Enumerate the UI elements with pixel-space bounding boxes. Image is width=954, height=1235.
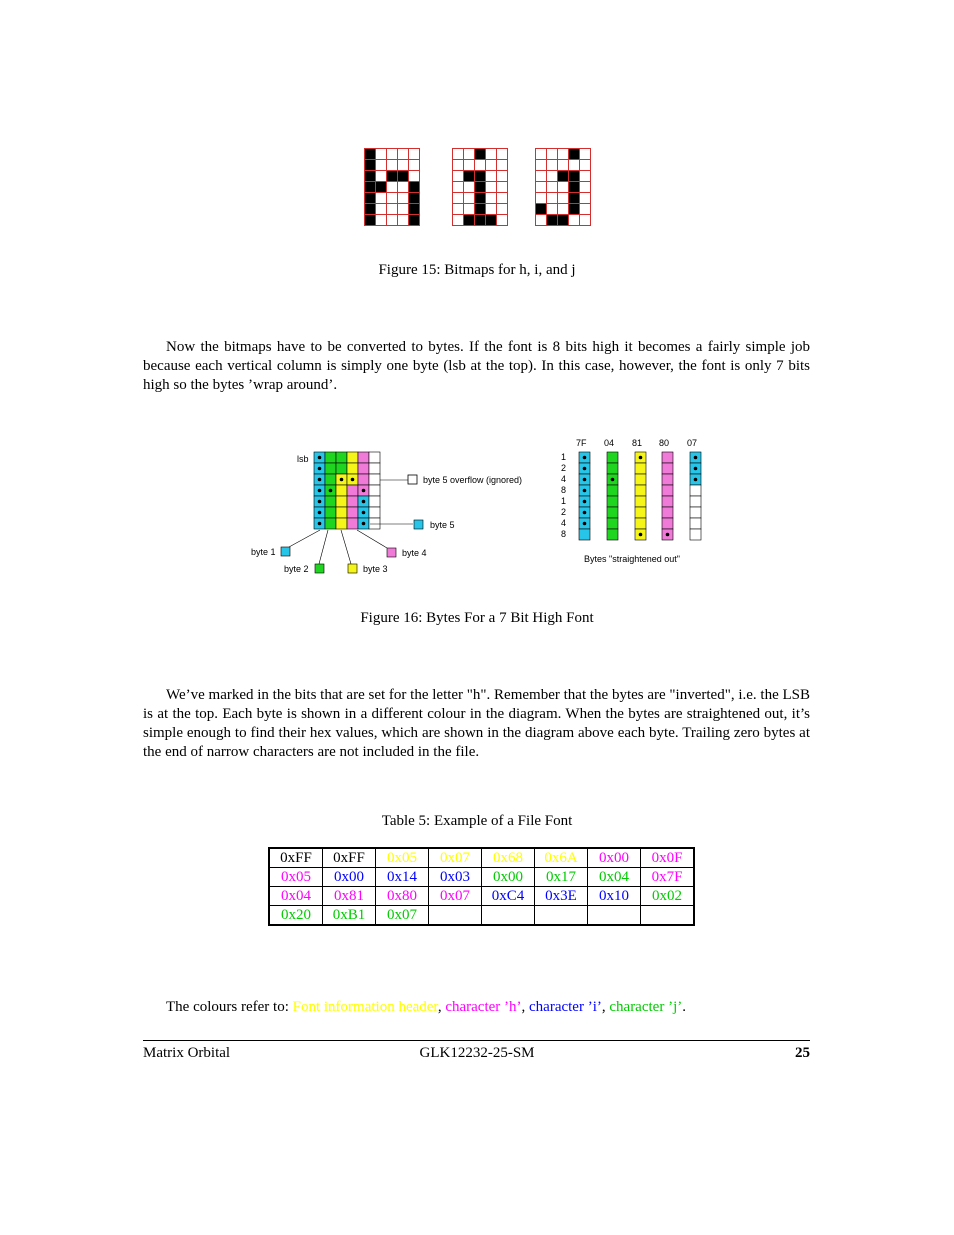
legend-suffix: . [682, 999, 686, 1015]
bitmap-pixel [547, 171, 558, 182]
bitmap-pixel [536, 215, 547, 226]
table-cell: 0x0F [641, 848, 695, 868]
byte-bit-cell [690, 507, 701, 518]
byte-bit-cell [662, 496, 673, 507]
byte-hex-label: 7F [576, 438, 587, 448]
byte-4-label: byte 4 [402, 548, 427, 558]
bitmap-pixel [365, 193, 376, 204]
figure-16-caption: Figure 16: Bytes For a 7 Bit High Font [360, 610, 594, 626]
straightened-bytes [561, 438, 701, 540]
bitmap-pixel [464, 204, 475, 215]
table-cell [588, 906, 641, 926]
set-bit-dot [318, 467, 322, 471]
wrap-cell [325, 452, 336, 463]
bitmap-pixel [547, 160, 558, 171]
bitmap-pixel [536, 182, 547, 193]
byte-bit-cell [607, 452, 618, 463]
bitmap-pixel [558, 204, 569, 215]
bitmap-pixel [365, 215, 376, 226]
bitmap-pixel [453, 182, 464, 193]
bitmap-pixel [497, 193, 508, 204]
wrap-cell [347, 507, 358, 518]
table-cell: 0xC4 [482, 887, 535, 906]
bitmap-pixel [536, 149, 547, 160]
byte-hex-label: 07 [687, 438, 698, 448]
byte-bit-cell [662, 507, 673, 518]
table-cell [429, 906, 482, 926]
bitmap-pixel [475, 160, 486, 171]
table-cell: 0x17 [535, 868, 588, 887]
bitmap-pixel [547, 215, 558, 226]
bitmap-pixel [475, 171, 486, 182]
bitmap-pixel [497, 215, 508, 226]
bitmap-pixel [475, 149, 486, 160]
bitmap-pixel [475, 193, 486, 204]
bitmap-pixel [398, 149, 409, 160]
legend-header: Font information header [292, 999, 438, 1015]
set-bit-dot [694, 467, 698, 471]
legend-char-i: character ’i’ [529, 999, 602, 1015]
set-bit-dot [583, 522, 587, 526]
bitmap-pixel [536, 193, 547, 204]
bitmap-pixel [365, 182, 376, 193]
bitmap-pixel [376, 171, 387, 182]
bitmap-pixel [569, 193, 580, 204]
bitmap-pixel [464, 149, 475, 160]
byte-hex-label: 80 [659, 438, 670, 448]
overflow-swatch [408, 475, 417, 484]
wrap-cell [325, 496, 336, 507]
byte-wrap-grid [314, 452, 380, 529]
set-bit-dot [583, 467, 587, 471]
byte-bit-cell [662, 474, 673, 485]
bitmap-pixel [409, 204, 420, 215]
table-cell: 0x14 [376, 868, 429, 887]
table-cell: 0x07 [429, 887, 482, 906]
byte-3-swatch [348, 564, 357, 573]
bitmap-pixel [580, 149, 591, 160]
byte-bit-cell [662, 518, 673, 529]
table-cell: 0x02 [641, 887, 695, 906]
table-row [269, 868, 694, 887]
wrap-cell [347, 496, 358, 507]
wrap-cell [336, 507, 347, 518]
table-cell: 0xFF [269, 848, 323, 868]
bitmap-pixel [376, 204, 387, 215]
bitmap-pixel [547, 149, 558, 160]
byte-bit-cell [690, 485, 701, 496]
bit-weight: 4 [561, 474, 567, 484]
bit-weight: 1 [561, 496, 567, 506]
bitmap-pixel [365, 160, 376, 171]
bitmap-pixel [387, 171, 398, 182]
footer-rule [143, 1040, 810, 1041]
bitmap-pixel [398, 182, 409, 193]
table-cell: 0xFF [323, 848, 376, 868]
bitmap-pixel [486, 182, 497, 193]
straightened-caption: Bytes "straightened out" [584, 554, 680, 564]
wrap-cell [336, 452, 347, 463]
bitmap-pixel [486, 171, 497, 182]
bitmap-pixel [464, 171, 475, 182]
bitmap-pixel [547, 193, 558, 204]
set-bit-dot [351, 478, 355, 482]
bitmap-pixel [387, 182, 398, 193]
table-cell: 0x05 [269, 868, 323, 887]
bitmap-pixel [558, 215, 569, 226]
colour-legend [166, 999, 686, 1016]
bitmap-pixel [580, 160, 591, 171]
bit-weight: 1 [561, 452, 567, 462]
byte-bit-cell [662, 452, 673, 463]
bitmap-pixel [569, 215, 580, 226]
table-cell: 0x04 [588, 868, 641, 887]
wrap-cell [325, 518, 336, 529]
byte-bit-cell [607, 529, 618, 540]
bit-weight: 2 [561, 507, 567, 517]
set-bit-dot [583, 489, 587, 493]
table-cell: 0x10 [588, 887, 641, 906]
bitmap-pixel [376, 182, 387, 193]
bitmap-pixel [580, 215, 591, 226]
table-cell: 0x7F [641, 868, 695, 887]
table-cell [641, 906, 695, 926]
set-bit-dot [318, 489, 322, 493]
table-row [269, 848, 694, 868]
bitmap-pixel [558, 160, 569, 171]
wrap-cell [336, 485, 347, 496]
table-cell: 0x80 [376, 887, 429, 906]
file-font-table [268, 847, 695, 926]
bitmap-pixel [453, 160, 464, 171]
bitmap-pixel [453, 193, 464, 204]
set-bit-dot [362, 522, 366, 526]
byte-labels [251, 454, 522, 574]
bitmap-pixel [497, 182, 508, 193]
byte-bit-cell [635, 485, 646, 496]
byte-3-label: byte 3 [363, 564, 388, 574]
bitmap-pixel [387, 193, 398, 204]
bitmap-i [452, 148, 508, 226]
bitmap-pixel [558, 171, 569, 182]
bitmap-pixel [464, 193, 475, 204]
set-bit-dot [318, 478, 322, 482]
bitmap-pixel [558, 193, 569, 204]
bit-weight: 4 [561, 518, 567, 528]
set-bit-dot [583, 500, 587, 504]
wrap-cell [347, 518, 358, 529]
bitmap-pixel [409, 182, 420, 193]
bitmap-pixel [409, 149, 420, 160]
table-cell: 0x03 [429, 868, 482, 887]
bitmap-pixel [580, 182, 591, 193]
wrap-cell [336, 463, 347, 474]
wrap-cell [369, 485, 380, 496]
table-cell: 0x07 [429, 848, 482, 868]
bitmap-pixel [409, 171, 420, 182]
byte-2-swatch [315, 564, 324, 573]
set-bit-dot [318, 522, 322, 526]
bitmap-pixel [558, 149, 569, 160]
table-cell: 0x04 [269, 887, 323, 906]
bitmap-pixel [453, 215, 464, 226]
byte-5-swatch [414, 520, 423, 529]
bitmap-pixel [365, 171, 376, 182]
bitmap-pixel [569, 149, 580, 160]
wrap-cell [369, 452, 380, 463]
bitmap-pixel [398, 215, 409, 226]
byte-bit-cell [635, 474, 646, 485]
set-bit-dot [362, 489, 366, 493]
set-bit-dot [340, 478, 344, 482]
bitmap-pixel [536, 160, 547, 171]
bitmap-j [535, 148, 591, 226]
bitmap-pixel [497, 204, 508, 215]
byte-bit-cell [690, 496, 701, 507]
set-bit-dot [666, 533, 670, 537]
bitmap-pixel [453, 149, 464, 160]
table-cell: 0x3E [535, 887, 588, 906]
table-cell [482, 906, 535, 926]
bitmap-pixel [409, 215, 420, 226]
set-bit-dot [362, 511, 366, 515]
byte-2-label: byte 2 [284, 564, 309, 574]
wrap-cell [347, 463, 358, 474]
byte-bit-cell [607, 518, 618, 529]
set-bit-dot [329, 489, 333, 493]
bitmap-pixel [569, 204, 580, 215]
bit-weight: 2 [561, 463, 567, 473]
byte-bit-cell [690, 529, 701, 540]
wrap-cell [325, 474, 336, 485]
bitmap-pixel [387, 160, 398, 171]
bit-weight: 8 [561, 485, 567, 495]
wrap-cell [369, 518, 380, 529]
set-bit-dot [362, 500, 366, 504]
figure-16-diagram [240, 430, 720, 580]
bitmap-pixel [486, 204, 497, 215]
set-bit-dot [583, 478, 587, 482]
wrap-cell [369, 463, 380, 474]
byte-bit-cell [662, 485, 673, 496]
bitmap-pixel [464, 215, 475, 226]
wrap-cell [347, 452, 358, 463]
bitmap-pixel [398, 204, 409, 215]
bitmap-pixel [547, 182, 558, 193]
bitmap-pixel [536, 204, 547, 215]
legend-prefix: The colours refer to: [166, 999, 293, 1015]
bitmap-pixel [453, 171, 464, 182]
legend-sep: , [601, 999, 610, 1015]
bitmap-pixel [569, 171, 580, 182]
bitmap-pixel [387, 149, 398, 160]
lsb-label: lsb [297, 454, 309, 464]
table-row [269, 906, 694, 926]
bitmap-pixel [398, 171, 409, 182]
legend-sep: , [437, 999, 446, 1015]
bitmap-pixel [475, 204, 486, 215]
bitmap-pixel [387, 204, 398, 215]
bitmap-pixel [547, 204, 558, 215]
table-cell: 0x00 [323, 868, 376, 887]
wrap-cell [358, 452, 369, 463]
bit-weight: 8 [561, 529, 567, 539]
set-bit-dot [318, 456, 322, 460]
paragraph-inverted-bytes: We’ve marked in the bits that are set for the letter "h". Remember that the bytes are "inverted", i.e. the LSB is at the top. Each byte is shown in a different colour in the diagram. When the bytes are straightened out, it’s simple enough to find their hex values, which are shown in the diagram above each byte. Trailing zero bytes at the end of narrow characters are not included in the file. [143, 687, 810, 760]
bitmap-pixel [580, 204, 591, 215]
bitmap-pixel [464, 160, 475, 171]
byte-bit-cell [635, 463, 646, 474]
bitmap-pixel [409, 160, 420, 171]
paragraph-bitmaps-to-bytes: Now the bitmaps have to be converted to bytes. If the font is 8 bits high it becomes a fairly simple job because each vertical column is simply one byte (lsb at the top). In this case, however, the font is only 7 bits high so the bytes ’wrap around’. [143, 339, 810, 393]
wrap-cell [336, 496, 347, 507]
wrap-cell [369, 474, 380, 485]
byte-1-label: byte 1 [251, 547, 276, 557]
bitmap-pixel [398, 193, 409, 204]
bitmap-pixel [376, 160, 387, 171]
bitmap-pixel [464, 182, 475, 193]
wrap-cell [358, 474, 369, 485]
bitmap-pixel [536, 171, 547, 182]
bitmap-pixel [387, 215, 398, 226]
wrap-cell [336, 518, 347, 529]
bitmap-pixel [376, 149, 387, 160]
bitmap-pixel [486, 160, 497, 171]
legend-char-j: character ’j’ [609, 999, 683, 1015]
legend-char-h: character ’h’ [445, 999, 522, 1015]
bitmap-pixel [365, 149, 376, 160]
bitmap-pixel [365, 204, 376, 215]
byte-bit-cell [579, 529, 590, 540]
byte-bit-cell [607, 485, 618, 496]
byte-bit-cell [662, 463, 673, 474]
byte-hex-label: 81 [632, 438, 643, 448]
byte-4-swatch [387, 548, 396, 557]
page-number: 25 [795, 1045, 810, 1061]
set-bit-dot [318, 500, 322, 504]
table-row [269, 887, 694, 906]
bitmap-pixel [486, 149, 497, 160]
legend-sep: , [521, 999, 530, 1015]
set-bit-dot [318, 511, 322, 515]
table-cell [535, 906, 588, 926]
overflow-label: byte 5 overflow (ignored) [423, 475, 523, 485]
table-cell: 0x00 [482, 868, 535, 887]
byte-bit-cell [635, 507, 646, 518]
table-cell: 0x00 [588, 848, 641, 868]
bitmap-h [364, 148, 420, 226]
table-5-caption: Table 5: Example of a File Font [381, 813, 573, 829]
byte-bit-cell [607, 507, 618, 518]
set-bit-dot [583, 511, 587, 515]
table-cell: 0x05 [376, 848, 429, 868]
table-cell: 0x68 [482, 848, 535, 868]
footer-company: Matrix Orbital [143, 1045, 231, 1061]
wrap-cell [325, 463, 336, 474]
figure-15-caption: Figure 15: Bitmaps for h, i, and j [378, 262, 576, 278]
bitmap-pixel [580, 193, 591, 204]
set-bit-dot [639, 533, 643, 537]
byte-bit-cell [690, 518, 701, 529]
wrap-cell [369, 496, 380, 507]
footer-model: GLK12232-25-SM [419, 1045, 535, 1061]
bitmap-pixel [497, 160, 508, 171]
set-bit-dot [639, 456, 643, 460]
wrap-cell [325, 507, 336, 518]
bitmap-pixel [376, 193, 387, 204]
wrap-cell [358, 463, 369, 474]
bitmap-pixel [580, 171, 591, 182]
bitmap-pixel [376, 215, 387, 226]
bitmap-pixel [486, 193, 497, 204]
set-bit-dot [611, 478, 615, 482]
bitmap-pixel [497, 149, 508, 160]
table-cell: 0xB1 [323, 906, 376, 926]
set-bit-dot [694, 456, 698, 460]
bitmap-pixel [569, 182, 580, 193]
bitmap-pixel [409, 193, 420, 204]
bitmap-pixel [453, 204, 464, 215]
table-cell: 0x81 [323, 887, 376, 906]
byte-bit-cell [607, 463, 618, 474]
bitmap-pixel [569, 160, 580, 171]
bitmap-pixel [398, 160, 409, 171]
set-bit-dot [694, 478, 698, 482]
table-cell: 0x6A [535, 848, 588, 868]
table-cell: 0x20 [269, 906, 323, 926]
table-cell: 0x07 [376, 906, 429, 926]
byte-1-swatch [281, 547, 290, 556]
bitmap-pixel [475, 215, 486, 226]
bitmap-pixel [558, 182, 569, 193]
wrap-cell [347, 485, 358, 496]
bitmap-pixel [486, 215, 497, 226]
bitmap-pixel [497, 171, 508, 182]
byte-bit-cell [635, 496, 646, 507]
bitmap-pixel [475, 182, 486, 193]
wrap-cell [369, 507, 380, 518]
byte-hex-label: 04 [604, 438, 615, 448]
byte-bit-cell [635, 518, 646, 529]
set-bit-dot [583, 456, 587, 460]
byte-5-label: byte 5 [430, 520, 455, 530]
byte-bit-cell [607, 496, 618, 507]
